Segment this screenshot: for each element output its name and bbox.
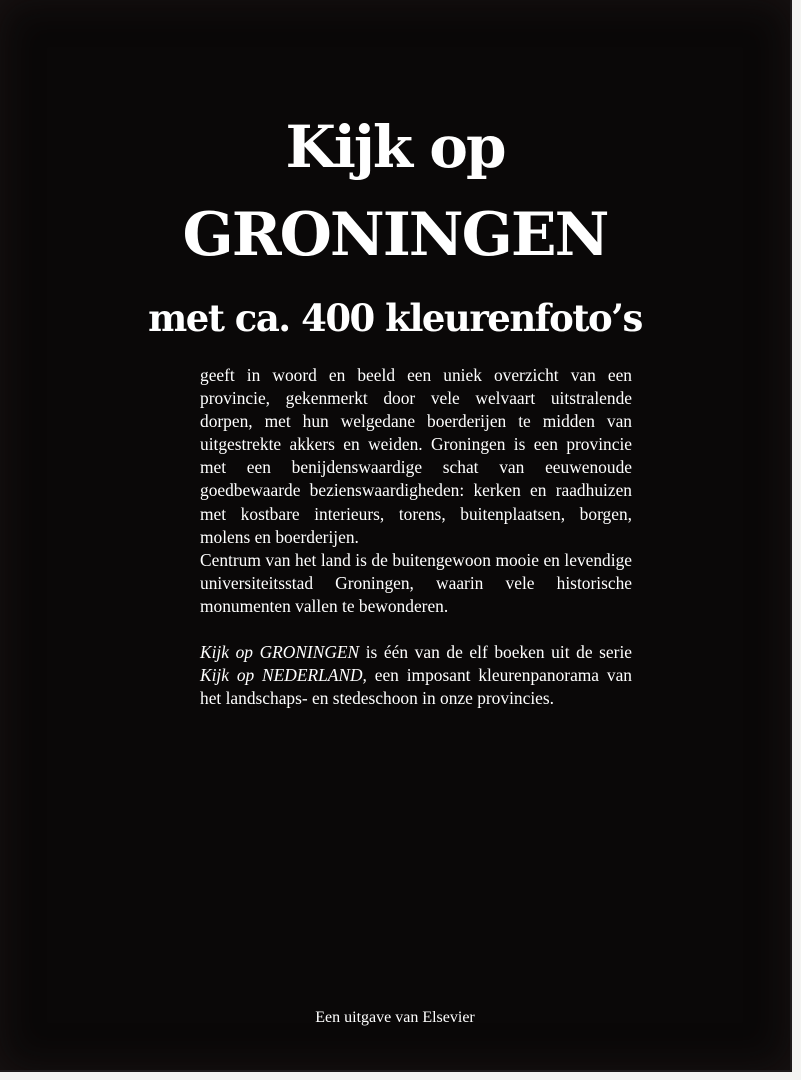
blurb-text-fragment: is één van de elf boeken uit de serie	[359, 642, 632, 663]
title-subtitle: met ca. 400 kleurenfoto’s	[148, 296, 642, 340]
title-kijk-op: Kijk op	[285, 113, 505, 181]
blurb-paragraph-1: geeft in woord en beeld een uniek overzicht van een provincie, gekenmerkt door vele welvaart uitstralende dorpen, met hun welgedane boerderijen te midden van uitgestrekte akkers en weiden. Groningen is een provincie met een benijdenswaardige schat van eeuwenoude goedbewaarde bezienswaardigheden: kerken en raadhuizen met kostbare interieurs, torens, buitenplaatsen, borgen, molens en boerderijen.	[200, 365, 632, 547]
blurb-text	[200, 364, 632, 710]
blurb-paragraph-2: Centrum van het land is de buitengewoon mooie en levendige universiteitsstad Groningen, waarin vele historische monumenten vallen te bewonderen.	[200, 549, 632, 616]
paragraph-spacer	[200, 618, 632, 641]
series-title-reference: Kijk op NEDERLAND,	[200, 665, 367, 686]
blurb-text-fragment: een imposant kleurenpanorama van het landschaps- en stedeschoon in onze provincies.	[200, 665, 632, 709]
blurb-paragraph-3	[200, 641, 632, 710]
book-title-reference: Kijk op GRONINGEN	[200, 642, 360, 663]
publisher-line: Een uitgave van Elsevier	[315, 1009, 475, 1026]
title-groningen: GRONINGEN	[182, 200, 608, 270]
